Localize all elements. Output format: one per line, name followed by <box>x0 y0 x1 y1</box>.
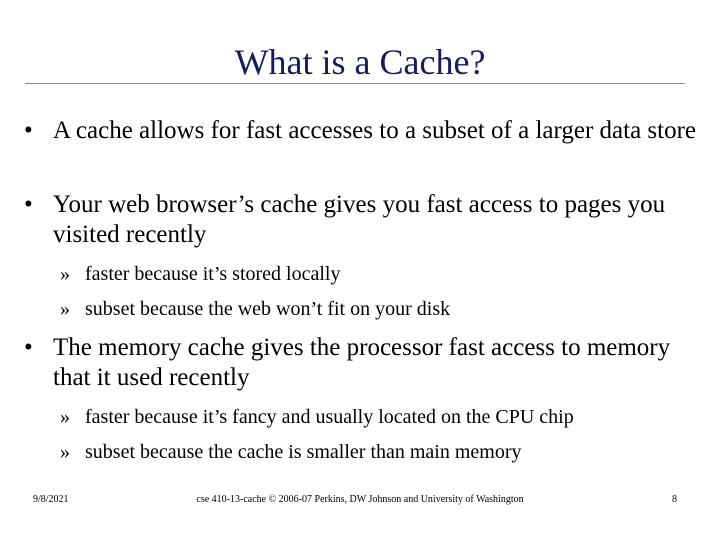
sub-item <box>60 405 700 429</box>
sub-marker: » <box>60 406 70 428</box>
bullet-marker: • <box>24 191 33 218</box>
title-divider <box>25 83 685 84</box>
bullet-item <box>24 190 704 250</box>
footer-credit: cse 410-13-cache © 2006-07 Perkins, DW Johnson and University of Washington <box>196 494 524 505</box>
sub-marker: » <box>60 263 70 285</box>
sub-marker: » <box>60 441 70 463</box>
bullet-text: Your web browser’s cache gives you fast access to pages you visited recently <box>53 191 666 248</box>
sub-item <box>60 262 700 286</box>
sub-text: subset because the cache is smaller than main memory <box>85 441 522 463</box>
sub-text: faster because it’s stored locally <box>85 263 341 285</box>
bullet-marker: • <box>24 117 33 144</box>
sub-text: faster because it’s fancy and usually located on the CPU chip <box>85 406 574 428</box>
page-number: 8 <box>672 494 677 505</box>
sub-marker: » <box>60 298 70 320</box>
bullet-text: A cache allows for fast accesses to a subset of a larger data store <box>53 117 697 144</box>
sub-item <box>60 440 700 464</box>
sub-text: subset because the web won’t fit on your disk <box>85 298 451 320</box>
bullet-item <box>24 333 704 393</box>
footer-date: 9/8/2021 <box>33 494 69 505</box>
sub-item <box>60 297 700 321</box>
bullet-item <box>24 116 704 146</box>
bullet-marker: • <box>24 334 33 361</box>
bullet-text: The memory cache gives the processor fast access to memory that it used recently <box>53 334 671 391</box>
slide-title: What is a Cache? <box>234 42 486 82</box>
